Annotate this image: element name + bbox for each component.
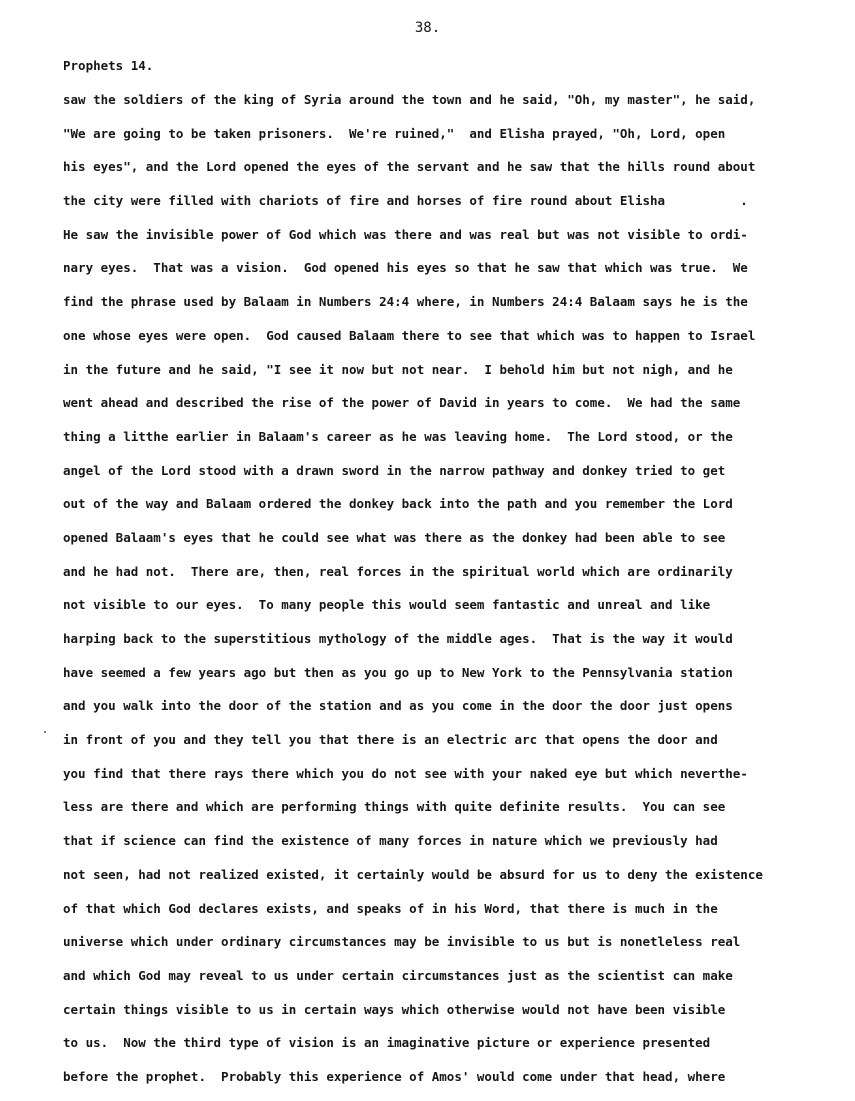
text-line: opened Balaam's eyes that he could see what was there as the donkey had been able to see xyxy=(63,529,726,545)
text-line: in front of you and they tell you that there is an electric arc that opens the door and xyxy=(63,732,718,748)
text-line: his eyes", and the Lord opened the eyes of the servant and he saw that the hills round about xyxy=(63,159,756,175)
text-line: and which God may reveal to us under certain circumstances just as the scientist can make xyxy=(63,967,733,983)
section-heading: Prophets 14. xyxy=(63,58,154,73)
text-line: universe which under ordinary circumstances may be invisible to us but is nonetleless real xyxy=(63,934,741,950)
text-line: not seen, had not realized existed, it certainly would be absurd for us to deny the existence xyxy=(63,866,763,882)
text-line: less are there and which are performing things with quite definite results. You can see xyxy=(63,799,726,815)
text-line: the city were filled with chariots of fire and horses of fire round about Elisha . xyxy=(63,193,748,209)
text-line: out of the way and Balaam ordered the donkey back into the path and you remember the Lord xyxy=(63,496,733,512)
text-line: thing a litthe earlier in Balaam's career as he was leaving home. The Lord stood, or the xyxy=(63,428,733,444)
text-line: find the phrase used by Balaam in Numbers 24:4 where, in Numbers 24:4 Balaam says he is the xyxy=(63,294,748,310)
stray-ink-mark xyxy=(44,731,46,733)
text-line: nary eyes. That was a vision. God opened his eyes so that he saw that which was true. We xyxy=(63,260,748,276)
text-line: harping back to the superstitious mythology of the middle ages. That is the way it would xyxy=(63,631,733,646)
text-line: that if science can find the existence of many forces in nature which we previously had xyxy=(63,833,718,849)
text-line: in the future and he said, "I see it now but not near. I behold him but not nigh, and he xyxy=(63,361,733,377)
text-line: He saw the invisible power of God which was there and was real but was not visible to ordi- xyxy=(63,226,748,242)
text-line: angel of the Lord stood with a drawn sword in the narrow pathway and donkey tried to get xyxy=(63,462,726,478)
text-line: saw the soldiers of the king of Syria around the town and he said, "Oh, my master", he said, xyxy=(63,92,756,107)
text-line: and you walk into the door of the station and as you come in the door the door just opens xyxy=(63,698,733,714)
text-line: went ahead and described the rise of the power of David in years to come. We had the same xyxy=(63,395,741,411)
body-text xyxy=(63,90,848,1101)
text-line: have seemed a few years ago but then as you go up to New York to the Pennsylvania station xyxy=(63,664,733,680)
text-line: of that which God declares exists, and speaks of in his Word, that there is much in the xyxy=(63,900,718,916)
text-line: before the prophet. Probably this experience of Amos' would come under that head, where xyxy=(63,1068,726,1084)
text-line: to us. Now the third type of vision is an imaginative picture or experience presented xyxy=(63,1035,711,1051)
text-line: one whose eyes were open. God caused Balaam there to see that which was to happen to Israel xyxy=(63,327,756,343)
text-line: not visible to our eyes. To many people this would seem fantastic and unreal and like xyxy=(63,597,711,613)
text-line: you find that there rays there which you do not see with your naked eye but which neverthe- xyxy=(63,765,748,781)
text-line: "We are going to be taken prisoners. We're ruined," and Elisha prayed, "Oh, Lord, open xyxy=(63,125,726,141)
text-line: certain things visible to us in certain ways which otherwise would not have been visible xyxy=(63,1001,726,1017)
page-number: 38. xyxy=(414,20,441,36)
text-line: and he had not. There are, then, real forces in the spiritual world which are ordinarily xyxy=(63,563,733,579)
